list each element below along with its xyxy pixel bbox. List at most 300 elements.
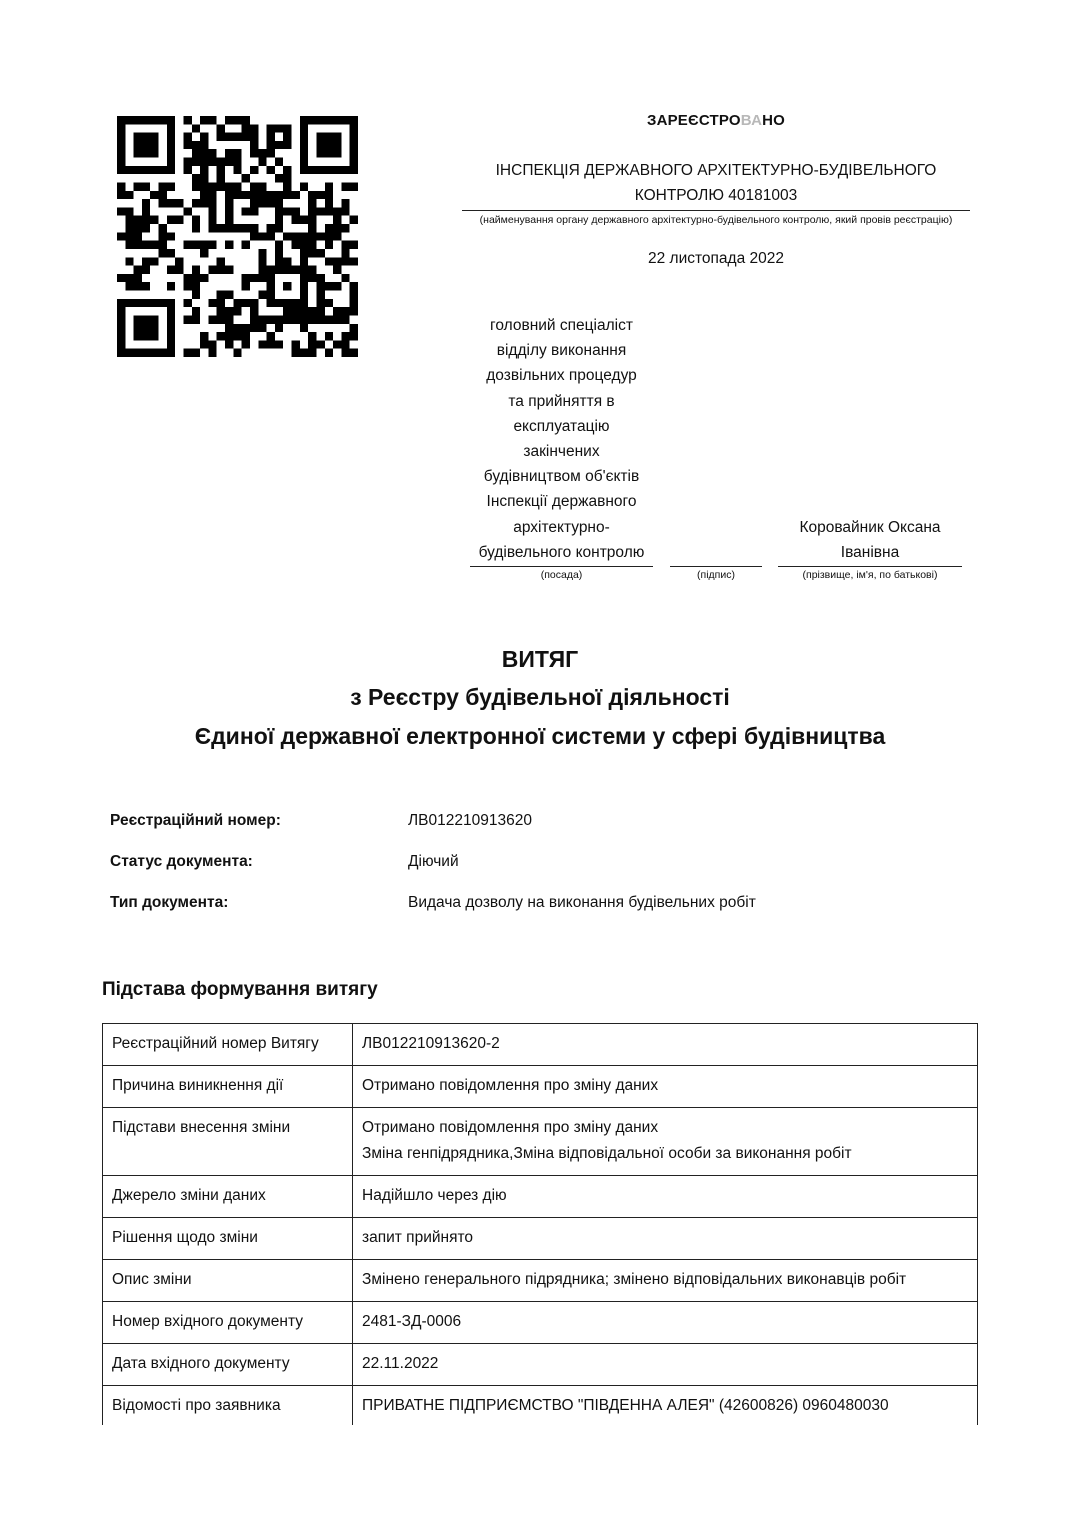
qr-module	[242, 124, 250, 132]
qr-module	[325, 149, 333, 157]
qr-module	[350, 124, 358, 132]
info-value: Діючий	[408, 853, 459, 870]
qr-module	[275, 324, 283, 332]
qr-module	[159, 224, 167, 232]
qr-module	[134, 232, 142, 240]
qr-module	[233, 324, 241, 332]
qr-module	[125, 274, 133, 282]
qr-module	[117, 191, 125, 199]
qr-module	[308, 349, 316, 357]
stamp-organization	[462, 158, 970, 211]
qr-module	[192, 307, 200, 315]
qr-module	[316, 340, 324, 348]
qr-module	[208, 224, 216, 232]
qr-code-graphic	[117, 116, 358, 357]
qr-module	[242, 207, 250, 215]
qr-module	[175, 266, 183, 274]
qr-module	[125, 257, 133, 265]
qr-module	[350, 133, 358, 141]
signature-sign-line	[670, 566, 762, 567]
qr-module	[316, 191, 324, 199]
qr-module	[275, 141, 283, 149]
stamp-title-faded: ВА	[740, 112, 763, 129]
signature-name-column	[778, 515, 962, 582]
qr-module	[242, 191, 250, 199]
qr-module	[233, 116, 241, 124]
qr-module	[275, 191, 283, 199]
qr-module	[275, 124, 283, 132]
table-key-cell: Опис зміни	[103, 1260, 353, 1302]
signature-position-line: дозвільних процедур	[486, 367, 637, 385]
qr-module	[308, 249, 316, 257]
qr-module	[242, 224, 250, 232]
qr-module	[233, 158, 241, 166]
qr-module	[283, 266, 291, 274]
stamp-title-suffix: НО	[762, 112, 786, 129]
qr-module	[225, 224, 233, 232]
qr-module	[142, 299, 150, 307]
qr-module	[333, 266, 341, 274]
qr-module	[125, 299, 133, 307]
qr-module	[292, 266, 300, 274]
qr-module	[250, 166, 258, 174]
signature-position-line: Інспекції державного	[486, 493, 637, 511]
qr-module	[134, 324, 142, 332]
qr-module	[250, 299, 258, 307]
qr-module	[341, 182, 349, 190]
qr-module	[192, 124, 200, 132]
qr-module	[267, 332, 275, 340]
qr-module	[316, 249, 324, 257]
qr-module	[217, 133, 225, 141]
qr-module	[300, 324, 308, 332]
qr-module	[333, 141, 341, 149]
stamp-title	[462, 112, 970, 129]
qr-module	[125, 349, 133, 357]
qr-module	[350, 116, 358, 124]
qr-module	[200, 241, 208, 249]
qr-module	[208, 349, 216, 357]
qr-module	[308, 274, 316, 282]
qr-module	[250, 191, 258, 199]
qr-module	[308, 332, 316, 340]
qr-module	[300, 149, 308, 157]
qr-module	[208, 315, 216, 323]
qr-module	[225, 182, 233, 190]
qr-module	[142, 266, 150, 274]
qr-module	[167, 116, 175, 124]
section-title: Підстава формування витягу	[102, 979, 378, 1000]
qr-module	[275, 241, 283, 249]
qr-module	[142, 133, 150, 141]
qr-module	[183, 299, 191, 307]
qr-module	[183, 349, 191, 357]
qr-module	[300, 349, 308, 357]
qr-module	[350, 307, 358, 315]
table-row	[103, 1218, 978, 1260]
table-value-cell: 22.11.2022	[353, 1344, 978, 1386]
qr-module	[283, 307, 291, 315]
signature-position-column	[470, 313, 653, 582]
qr-module	[183, 282, 191, 290]
qr-module	[200, 149, 208, 157]
qr-module	[192, 174, 200, 182]
qr-module	[134, 332, 142, 340]
qr-module	[233, 224, 241, 232]
qr-module	[300, 291, 308, 299]
signature-position-line: та прийняття в	[508, 392, 615, 410]
qr-module	[142, 182, 150, 190]
qr-module	[225, 216, 233, 224]
qr-module	[117, 307, 125, 315]
qr-module	[200, 158, 208, 166]
qr-module	[217, 166, 225, 174]
qr-module	[208, 182, 216, 190]
qr-module	[300, 266, 308, 274]
qr-module	[192, 315, 200, 323]
qr-module	[150, 241, 158, 249]
qr-module	[150, 216, 158, 224]
table-value-cell: ПРИВАТНЕ ПІДПРИЄМСТВО "ПІВДЕННА АЛЕЯ" (42600826) 0960480030	[353, 1386, 978, 1426]
table-key-cell: Відомості про заявника	[103, 1386, 353, 1426]
qr-module	[225, 324, 233, 332]
qr-module	[341, 315, 349, 323]
qr-module	[292, 207, 300, 215]
qr-module	[300, 299, 308, 307]
qr-module	[217, 307, 225, 315]
qr-module	[159, 241, 167, 249]
qr-module	[225, 207, 233, 215]
qr-module	[125, 224, 133, 232]
qr-module	[233, 166, 241, 174]
table-value-cell: Надійшло через дію	[353, 1176, 978, 1218]
qr-module	[225, 315, 233, 323]
qr-module	[192, 274, 200, 282]
qr-module	[142, 349, 150, 357]
qr-module	[350, 332, 358, 340]
document-subtitle-line: з Реєстру будівельної діяльності	[350, 684, 730, 710]
qr-module	[159, 191, 167, 199]
qr-module	[242, 116, 250, 124]
qr-module	[300, 141, 308, 149]
qr-module	[208, 199, 216, 207]
qr-module	[258, 340, 266, 348]
qr-module	[117, 324, 125, 332]
qr-module	[200, 332, 208, 340]
qr-module	[258, 232, 266, 240]
qr-module	[350, 241, 358, 249]
qr-module	[142, 199, 150, 207]
qr-module	[217, 257, 225, 265]
qr-module	[142, 216, 150, 224]
qr-module	[134, 266, 142, 274]
qr-module	[208, 158, 216, 166]
qr-module	[167, 266, 175, 274]
qr-module	[308, 266, 316, 274]
qr-module	[341, 257, 349, 265]
qr-module	[300, 274, 308, 282]
qr-module	[134, 116, 142, 124]
qr-module	[325, 207, 333, 215]
qr-module	[225, 158, 233, 166]
qr-module	[292, 299, 300, 307]
qr-module	[134, 274, 142, 282]
qr-module	[183, 133, 191, 141]
qr-module	[308, 241, 316, 249]
qr-module	[267, 224, 275, 232]
qr-module	[134, 224, 142, 232]
qr-module	[208, 216, 216, 224]
qr-module	[350, 324, 358, 332]
qr-module	[150, 324, 158, 332]
qr-module	[308, 315, 316, 323]
qr-module	[233, 299, 241, 307]
table-value-cell: ЛВ012210913620-2	[353, 1024, 978, 1066]
qr-module	[142, 116, 150, 124]
signature-position-line: будівельного контролю	[478, 543, 645, 561]
qr-module	[267, 282, 275, 290]
qr-module	[117, 232, 125, 240]
qr-module	[192, 141, 200, 149]
info-label: Статус документа:	[110, 853, 253, 870]
qr-module	[283, 299, 291, 307]
qr-module	[150, 191, 158, 199]
table-key-cell: Дата вхідного документу	[103, 1344, 353, 1386]
info-label: Реєстраційний номер:	[110, 812, 281, 829]
qr-module	[325, 232, 333, 240]
qr-module	[117, 340, 125, 348]
stamp-title-prefix: ЗАРЕЄСТРО	[646, 112, 741, 129]
qr-module	[308, 232, 316, 240]
qr-module	[308, 216, 316, 224]
qr-module	[167, 349, 175, 357]
qr-module	[175, 216, 183, 224]
qr-module	[258, 291, 266, 299]
qr-module	[283, 191, 291, 199]
qr-module	[200, 274, 208, 282]
signature-sign-caption: (підпис)	[697, 569, 735, 581]
qr-module	[117, 124, 125, 132]
qr-module	[125, 116, 133, 124]
qr-module	[292, 315, 300, 323]
qr-module	[258, 199, 266, 207]
qr-module	[200, 133, 208, 141]
qr-module	[316, 133, 324, 141]
qr-module	[267, 266, 275, 274]
qr-module	[159, 166, 167, 174]
qr-module	[350, 282, 358, 290]
qr-module	[341, 307, 349, 315]
qr-module	[192, 149, 200, 157]
qr-module	[267, 291, 275, 299]
qr-module	[325, 282, 333, 290]
qr-module	[117, 274, 125, 282]
qr-module	[275, 216, 283, 224]
table-row	[103, 1302, 978, 1344]
qr-module	[267, 274, 275, 282]
qr-module	[150, 349, 158, 357]
qr-module	[200, 249, 208, 257]
qr-module	[300, 182, 308, 190]
table-key-cell: Причина виникнення дії	[103, 1066, 353, 1108]
qr-module	[233, 307, 241, 315]
qr-module	[333, 340, 341, 348]
qr-module	[117, 315, 125, 323]
qr-module	[341, 224, 349, 232]
registration-stamp	[462, 108, 970, 268]
qr-module	[167, 324, 175, 332]
qr-module	[192, 266, 200, 274]
qr-module	[167, 307, 175, 315]
qr-module	[300, 158, 308, 166]
qr-module	[125, 241, 133, 249]
qr-module	[200, 166, 208, 174]
qr-module	[292, 232, 300, 240]
qr-module	[192, 216, 200, 224]
qr-module	[159, 299, 167, 307]
qr-module	[167, 199, 175, 207]
stamp-organization-line: ІНСПЕКЦІЯ ДЕРЖАВНОГО АРХІТЕКТУРНО-БУДІВЕЛЬНОГО	[495, 162, 937, 179]
qr-module	[242, 241, 250, 249]
qr-module	[275, 158, 283, 166]
signature-position-line: архітектурно-	[513, 518, 610, 536]
qr-module	[183, 141, 191, 149]
qr-module	[267, 315, 275, 323]
qr-module	[250, 274, 258, 282]
qr-module	[167, 232, 175, 240]
qr-module	[250, 133, 258, 141]
qr-module	[325, 191, 333, 199]
qr-module	[325, 257, 333, 265]
table-value-line: Отримано повідомлення про зміну даних	[362, 1119, 659, 1136]
qr-module	[316, 291, 324, 299]
qr-module	[117, 149, 125, 157]
qr-module	[183, 274, 191, 282]
qr-module	[316, 116, 324, 124]
info-row-status	[110, 853, 970, 894]
qr-module	[192, 182, 200, 190]
qr-module	[325, 224, 333, 232]
qr-module	[200, 340, 208, 348]
qr-module	[192, 291, 200, 299]
qr-module	[308, 166, 316, 174]
qr-module	[292, 340, 300, 348]
qr-module	[217, 291, 225, 299]
qr-module	[283, 232, 291, 240]
table-row	[103, 1108, 978, 1176]
qr-module	[159, 349, 167, 357]
qr-module	[308, 199, 316, 207]
signature-position-line: закінчених	[523, 442, 600, 460]
qr-module	[142, 324, 150, 332]
qr-module	[167, 182, 175, 190]
qr-module	[125, 216, 133, 224]
qr-module	[134, 282, 142, 290]
qr-module	[333, 149, 341, 157]
qr-module	[200, 174, 208, 182]
qr-module	[258, 315, 266, 323]
qr-module	[217, 266, 225, 274]
qr-module	[167, 133, 175, 141]
qr-module	[225, 340, 233, 348]
qr-module	[300, 166, 308, 174]
qr-module	[208, 191, 216, 199]
qr-module	[333, 307, 341, 315]
qr-module	[217, 224, 225, 232]
qr-module	[117, 133, 125, 141]
qr-module	[142, 241, 150, 249]
qr-module	[316, 282, 324, 290]
qr-module	[267, 340, 275, 348]
qr-module	[258, 266, 266, 274]
qr-module	[300, 282, 308, 290]
qr-module	[192, 158, 200, 166]
qr-module	[250, 232, 258, 240]
qr-module	[117, 141, 125, 149]
qr-module	[183, 166, 191, 174]
qr-module	[208, 266, 216, 274]
qr-module	[200, 141, 208, 149]
qr-module	[125, 282, 133, 290]
signature-position-caption: (посада)	[540, 569, 583, 581]
qr-module	[308, 307, 316, 315]
qr-module	[117, 182, 125, 190]
qr-module	[325, 182, 333, 190]
qr-module	[350, 182, 358, 190]
qr-module	[300, 216, 308, 224]
qr-module	[117, 158, 125, 166]
qr-module	[341, 207, 349, 215]
qr-module	[225, 291, 233, 299]
table-key-cell: Рішення щодо зміни	[103, 1218, 353, 1260]
qr-module	[200, 199, 208, 207]
qr-module	[308, 116, 316, 124]
qr-module	[267, 299, 275, 307]
qr-module	[283, 207, 291, 215]
qr-module	[292, 216, 300, 224]
table-value-cell: Отримано повідомлення про зміну даних	[353, 1066, 978, 1108]
qr-module	[208, 340, 216, 348]
qr-module	[175, 257, 183, 265]
qr-module	[292, 191, 300, 199]
qr-module	[300, 133, 308, 141]
qr-module	[283, 133, 291, 141]
qr-module	[225, 191, 233, 199]
table-key-cell: Реєстраційний номер Витягу	[103, 1024, 353, 1066]
signature-name-caption: (прізвище, ім'я, по батькові)	[802, 569, 938, 581]
qr-module	[325, 133, 333, 141]
table-value-cell: 2481-ЗД-0006	[353, 1302, 978, 1344]
qr-module	[142, 257, 150, 265]
qr-module	[208, 116, 216, 124]
qr-module	[125, 191, 133, 199]
qr-module	[175, 199, 183, 207]
qr-module	[275, 257, 283, 265]
qr-module	[167, 315, 175, 323]
info-value: ЛВ012210913620	[408, 812, 532, 829]
qr-module	[242, 299, 250, 307]
qr-module	[308, 340, 316, 348]
qr-module	[308, 207, 316, 215]
qr-module	[350, 291, 358, 299]
qr-module	[167, 149, 175, 157]
qr-module	[217, 332, 225, 340]
qr-module	[192, 282, 200, 290]
qr-module	[258, 324, 266, 332]
qr-module	[125, 232, 133, 240]
qr-module	[325, 299, 333, 307]
qr-module	[267, 191, 275, 199]
